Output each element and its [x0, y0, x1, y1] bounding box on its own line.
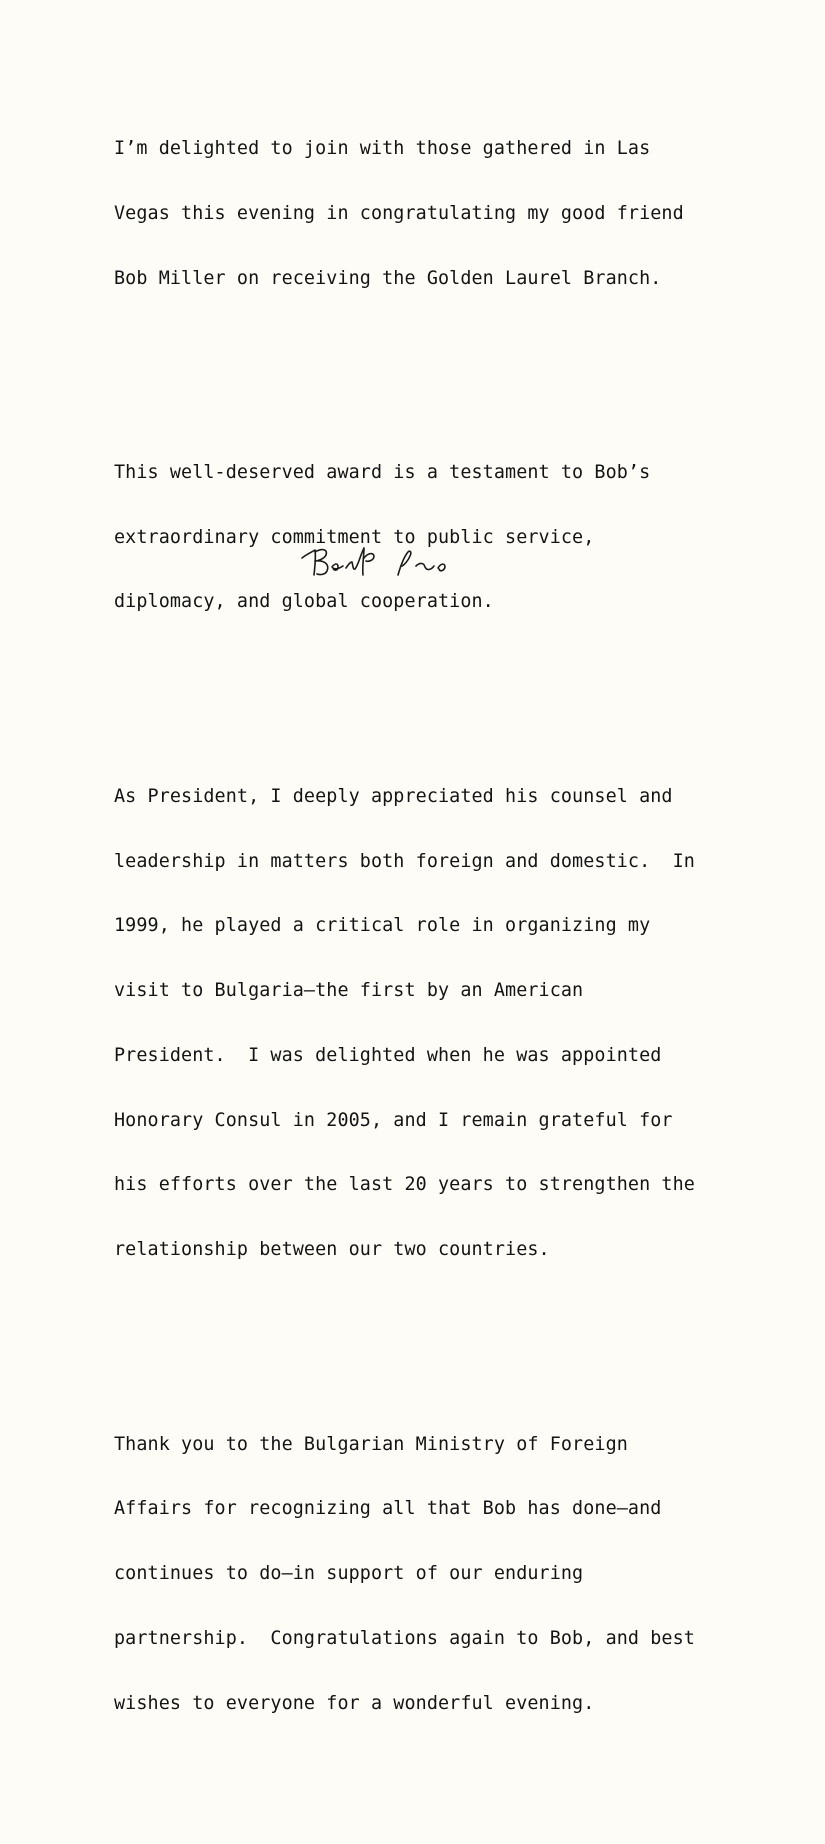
text-line: relationship between our two countries.	[114, 1239, 550, 1261]
text-line: As President, I deeply appreciated his counsel and	[114, 785, 673, 807]
text-line: Affairs for recognizing all that Bob has done—and	[114, 1498, 662, 1520]
text-line: Bob Miller on receiving the Golden Laurel Branch.	[114, 267, 662, 289]
text-line: Vegas this evening in congratulating my good friend	[114, 202, 684, 224]
paragraph-president	[114, 743, 814, 1304]
paragraph-award	[114, 419, 814, 657]
text-line: diplomacy, and global cooperation.	[114, 591, 494, 613]
text-line: Honorary Consul in 2005, and I remain grateful for	[114, 1109, 673, 1131]
text-line: visit to Bulgaria—the first by an American	[114, 980, 584, 1002]
text-line: continues to do—in support of our enduring	[114, 1563, 584, 1585]
handwritten-signature	[298, 544, 478, 575]
text-line: Thank you to the Bulgarian Ministry of Foreign	[114, 1433, 628, 1455]
text-line: his efforts over the last 20 years to strengthen the	[114, 1174, 695, 1196]
text-line: This well-deserved award is a testament to Bob’s	[114, 461, 651, 483]
text-line: I’m delighted to join with those gathered in Las	[114, 137, 651, 159]
text-line: 1999, he played a critical role in organizing my	[114, 915, 651, 937]
letter-body	[114, 30, 814, 1844]
paragraph-greeting	[114, 95, 814, 333]
text-line: partnership. Congratulations again to Bob, and best	[114, 1627, 695, 1649]
text-line: President. I was delighted when he was appointed	[114, 1044, 662, 1066]
text-line: extraordinary commitment to public service,	[114, 526, 595, 548]
text-line: leadership in matters both foreign and domestic. In	[114, 850, 695, 872]
paragraph-thanks	[114, 1390, 814, 1757]
text-line: wishes to everyone for a wonderful evening.	[114, 1692, 595, 1714]
